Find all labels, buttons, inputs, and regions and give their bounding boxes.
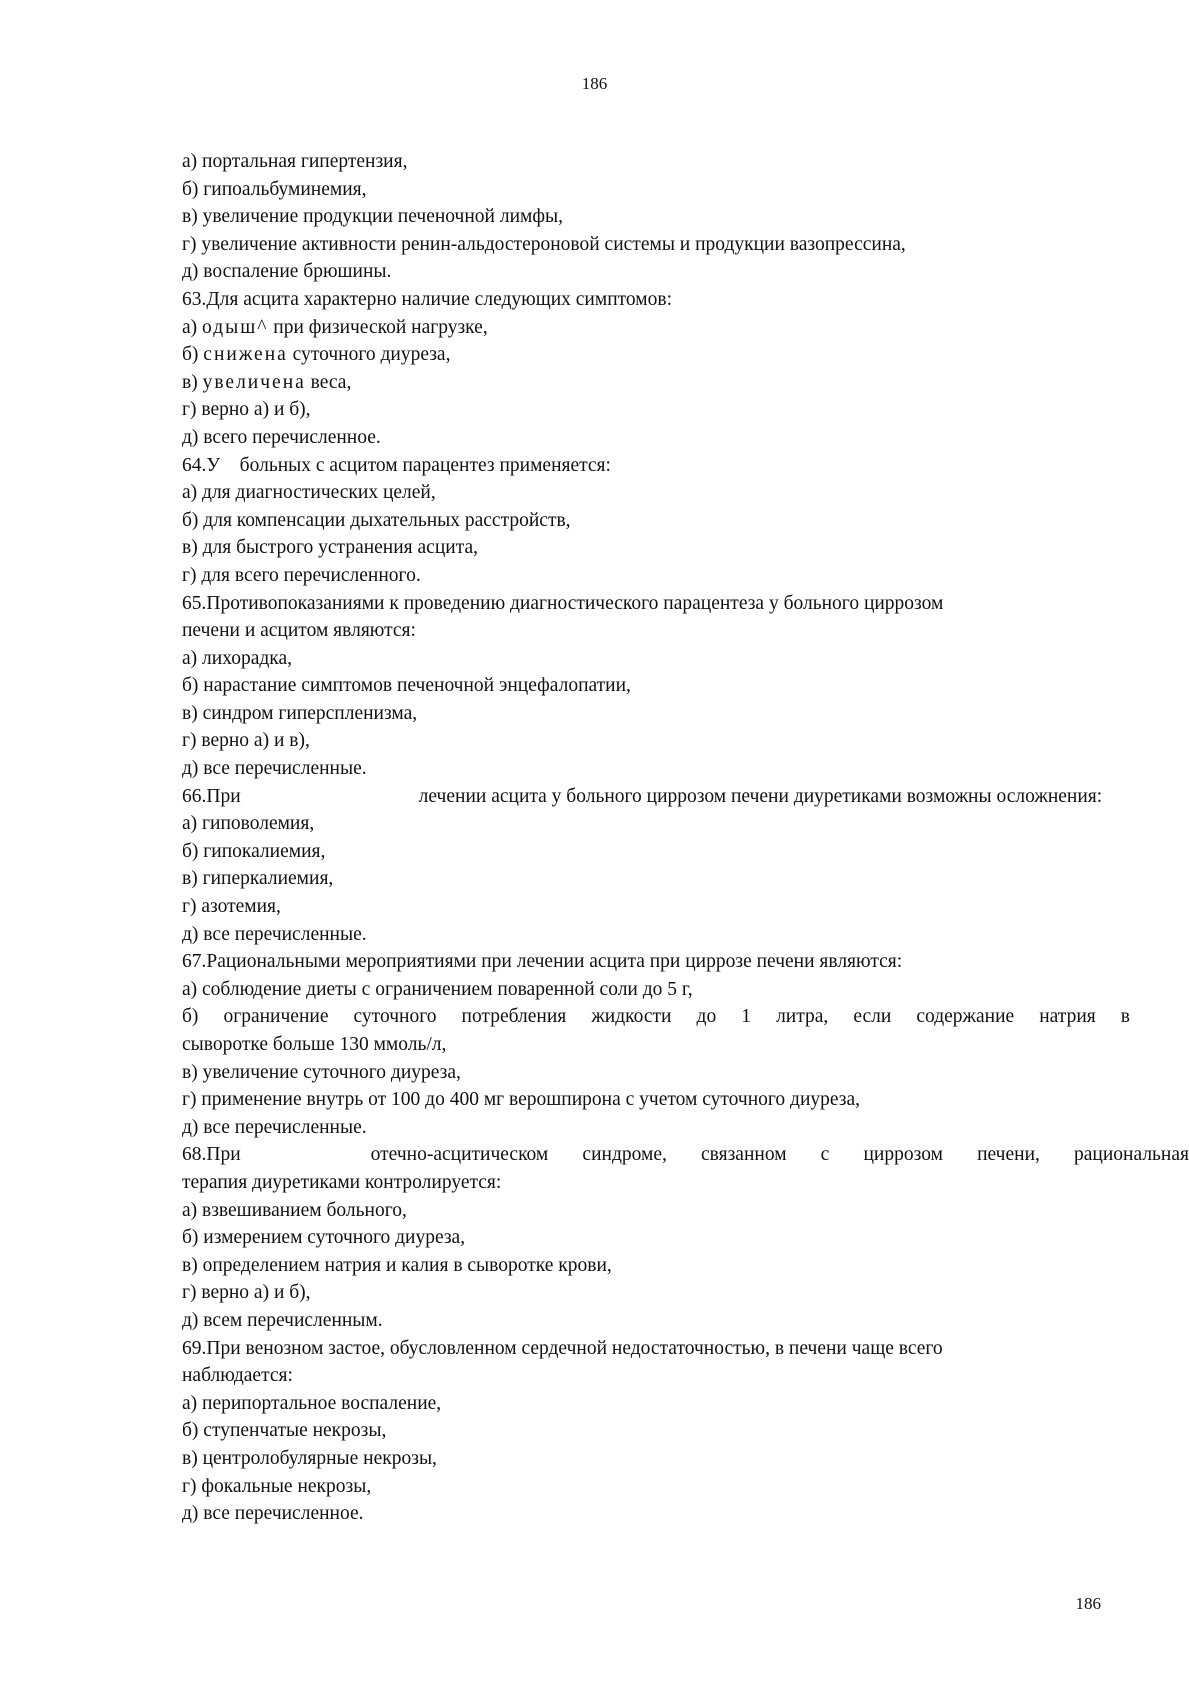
answer-line: д) воспаление брюшины.: [182, 261, 392, 283]
answer-line: д) все перечисленное.: [182, 1503, 364, 1525]
answer-line: д) все перечисленные.: [182, 1116, 367, 1138]
answer-line: [182, 369, 1189, 397]
question-65: 65.Противопоказаниями к проведению диагностического парацентеза у больного циррозом: [182, 592, 944, 614]
answer-line: а) для диагностических целей,: [182, 482, 436, 504]
page-number-top: 186: [581, 74, 608, 93]
answer-text: при физической нагрузке,: [268, 316, 488, 338]
answer-line: г) верно а) и б),: [182, 1282, 311, 1304]
answer-line: б) гипокалиемия,: [182, 840, 326, 862]
answer-line: г) верно а) и в),: [182, 730, 310, 752]
document-body: [182, 148, 1189, 1528]
answer-line: в) увеличение продукции печеночной лимфы,: [182, 206, 563, 228]
answer-text: веса,: [305, 371, 352, 393]
answer-line: [182, 314, 1189, 342]
answer-line: д) всего перечисленное.: [182, 426, 381, 448]
question-64: 64.У больных с асцитом парацентез применяется:: [182, 454, 611, 476]
answer-line: г) фокальные некрозы,: [182, 1475, 372, 1497]
answer-line: в) определением натрия и калия в сыворотке крови,: [182, 1254, 612, 1276]
question-number: 66.При: [182, 785, 241, 807]
question-69-continued: наблюдается:: [182, 1365, 293, 1387]
answer-line: в) для быстрого устранения асцита,: [182, 537, 478, 559]
answer-line: в) центролобулярные некрозы,: [182, 1447, 437, 1469]
answer-prefix: а): [182, 316, 203, 338]
answer-line: [182, 341, 1189, 369]
answer-line: д) все перечисленные.: [182, 923, 367, 945]
answer-line: а) портальная гипертензия,: [182, 151, 408, 172]
page-number-bottom: 186: [1075, 1594, 1101, 1613]
answer-line: б) нарастание симптомов печеночной энцефалопатии,: [182, 675, 631, 697]
question-text: отечно-асцитическом синдроме, связанном с циррозом печени, рациональная: [370, 1144, 1189, 1166]
answer-prefix: б): [182, 344, 204, 366]
answer-line: д) все перечисленные.: [182, 758, 367, 780]
question-66: [182, 783, 1189, 811]
spaced-word: увеличена: [202, 371, 306, 393]
answer-prefix: в): [182, 371, 203, 393]
answer-line: г) для всего перечисленного.: [182, 564, 421, 586]
answer-line: а) гиповолемия,: [182, 813, 315, 835]
question-68: [182, 1141, 1189, 1169]
answer-line: б) ограничение суточного потребления жидкости до 1 литра, если содержание натрия в: [182, 1006, 1130, 1028]
answer-line: б) измерением суточного диуреза,: [182, 1227, 466, 1249]
answer-line: г) применение внутрь от 100 до 400 мг верошпирона с учетом суточного диуреза,: [182, 1089, 861, 1111]
answer-line: б) ступенчатые некрозы,: [182, 1420, 387, 1442]
question-67: 67.Рациональными мероприятиями при лечении асцита при циррозе печени являются:: [182, 951, 903, 973]
answer-line: г) азотемия,: [182, 896, 281, 918]
answer-line: в) увеличение суточного диуреза,: [182, 1061, 461, 1083]
answer-line: а) соблюдение диеты с ограничением поваренной соли до 5 г,: [182, 978, 693, 1000]
answer-line: в) синдром гиперспленизма,: [182, 702, 418, 724]
answer-line: б) гипоальбуминемия,: [182, 178, 367, 200]
answer-line: а) лихорадка,: [182, 647, 292, 669]
answer-line: г) верно а) и б),: [182, 399, 311, 421]
question-68-continued: терапия диуретиками контролируется:: [182, 1171, 502, 1193]
question-number: 68.При: [182, 1144, 241, 1166]
question-text: лечении асцита у больного циррозом печени диуретиками возможны осложнения:: [418, 785, 1103, 807]
spaced-word: снижена: [203, 344, 288, 366]
answer-line: а) перипортальное воспаление,: [182, 1392, 442, 1414]
question-63: 63.Для асцита характерно наличие следующих симптомов:: [182, 288, 673, 310]
answer-line: г) увеличение активности ренин-альдостероновой системы и продукции вазопрессина,: [182, 233, 906, 255]
answer-line-continued: сыворотке больше 130 ммоль/л,: [182, 1034, 447, 1055]
answer-line: б) для компенсации дыхательных расстройств,: [182, 509, 571, 531]
answer-text: суточного диуреза,: [287, 344, 451, 366]
spaced-word: одыш^: [202, 316, 269, 338]
question-69: 69.При венозном застое, обусловленном сердечной недостаточностью, в печени чаще всего: [182, 1337, 943, 1359]
answer-line: д) всем перечисленным.: [182, 1309, 383, 1331]
answer-line: в) гиперкалиемия,: [182, 868, 334, 890]
question-65-continued: печени и асцитом являются:: [182, 620, 416, 642]
answer-line: а) взвешиванием больного,: [182, 1199, 407, 1221]
